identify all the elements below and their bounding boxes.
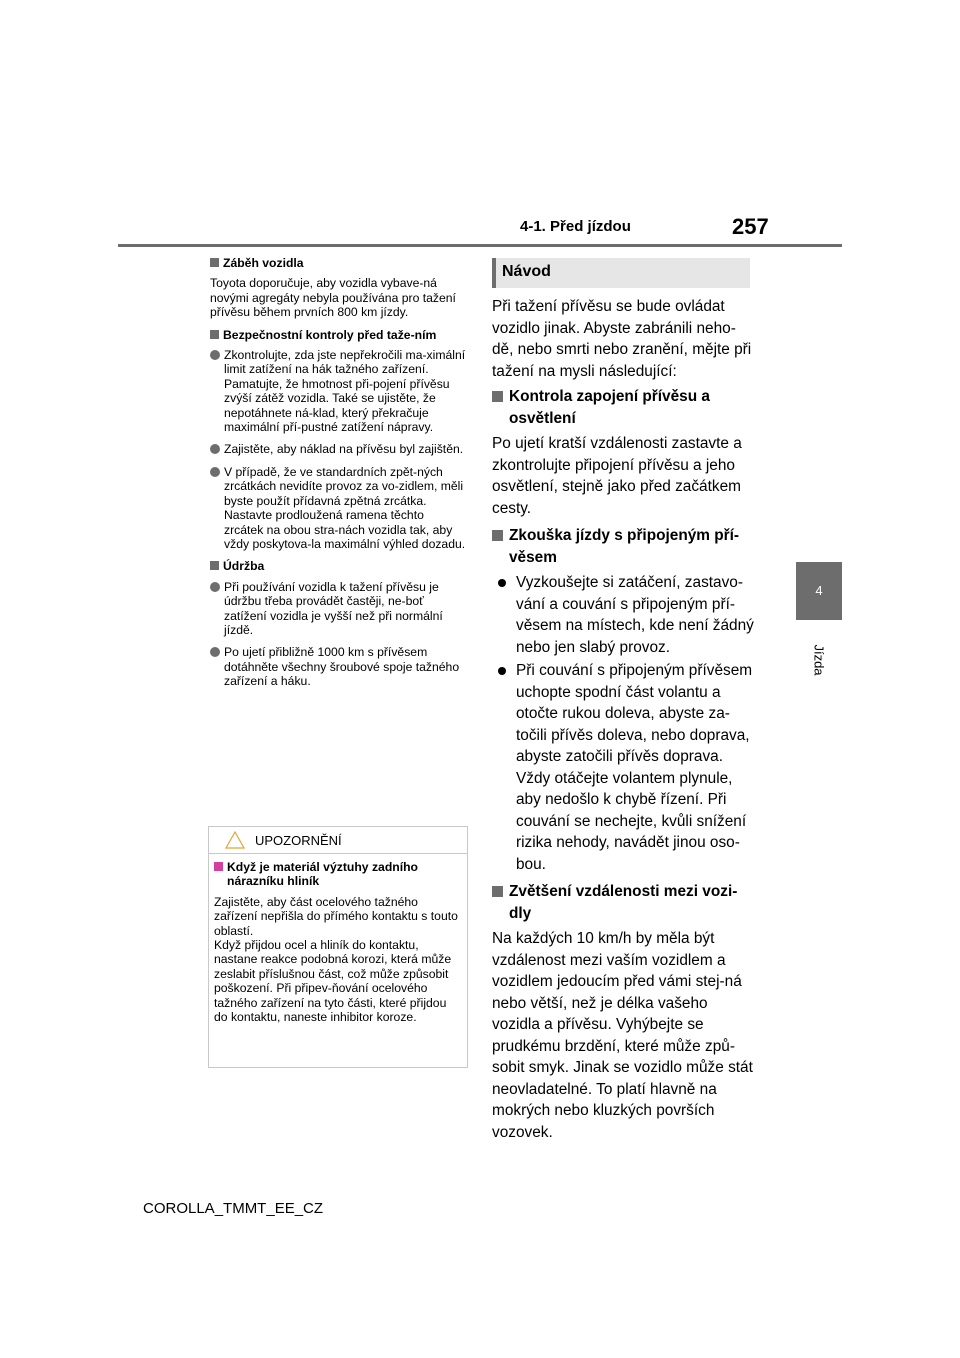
bullet-item: Při couvání s připojeným přívěsem uchopte spodní část volantu a otočte rukou doleva, abyste za-točili přívěs doleva, nebo doprava, abyste zatočili přívěs doprava. Vždy otáčejte volantem plynule, aby nedošlo k chybě řízení. Při couvání se nechejte, kvůli snížení rizika nehody, navádět jinou oso-bou. [492, 660, 754, 875]
warning-paragraph: Zajistěte, aby část ocelového tažného zařízení nepřišla do přímého kontaktu s touto oblastí. [214, 894, 458, 938]
bullet-item: Zajistěte, aby náklad na přívěsu byl zajištěn. [210, 442, 466, 456]
bullet-item: Vyzkoušejte si zatáčení, zastavo-vání a couvání s připojeným pří-věsem na místech, kde není žádný nebo jen slabý provoz. [492, 572, 754, 658]
circle-bullet-icon [210, 582, 220, 592]
header-divider [118, 244, 842, 247]
warning-title: UPOZORNĚNÍ [255, 832, 342, 848]
page-number: 257 [732, 214, 769, 239]
subheading-safety-checks: Bezpečnostní kontroly před taže-ním [210, 328, 466, 342]
chapter-tab: 4 [796, 562, 842, 620]
warning-triangle-icon [225, 831, 245, 849]
bullet-item: Zkontrolujte, zda jste nepřekročili ma-ximální limit zatížení na hák tažného zařízení. Pamatujte, že hmotnost při-pojení přívěsu zvýší zátěž vozidla. Také se ujistěte, že nepotáhnete ná-klad, který překračuje maximální pří-pustné zatížení nápravy. [210, 348, 466, 434]
warning-paragraph: Když přijdou ocel a hliník do kontaktu, nastane reakce podobná korozi, která může zeslabit příslušnou část, což může způsobit poškození. Při připev-ňování ocelového tažného zařízení na tyto části, které přijdou do kontaktu, naneste inhibitor koroze. [214, 938, 452, 1025]
square-bullet-icon [210, 258, 219, 267]
intro-paragraph: Při tažení přívěsu se bude ovládat vozidlo jinak. Abyste zabránili neho-dě, nebo smrti nebo zranění, mějte při tažení na mysli následující: [492, 298, 752, 380]
paragraph-distance: Na každých 10 km/h by měla být vzdálenost mezi vaším vozidlem a vozidlem jedoucím před vámi stej-ná nebo větší, než je délka vašeho vozidla a přívěsu. Vyhýbejte se prudkému brzdění, které může způ-sobit smyk. Jinak se vozidlo může stát neovladatelné. To platí hlavně na mokrých nebo kluzkých površích vozovek. [492, 930, 753, 1141]
bullet-item: V případě, že ve standardních zpět-ných zrcátkách nevidíte provoz za vo-zidlem, měli byste použít přídavná zpětná zrcátka. Nastavte prodloužená ramena těchto zrcátek na obou stra-nách vozidla tak, aby vždy poskytova-la maximální výhled dozadu. [210, 465, 466, 551]
square-bullet-icon [214, 862, 223, 871]
chapter-label-text: Jízda [811, 644, 827, 676]
subheading-break-in: Záběh vozidla [210, 256, 466, 270]
circle-bullet-icon [210, 647, 220, 657]
document-code: COROLLA_TMMT_EE_CZ [143, 1200, 324, 1217]
right-column [492, 296, 754, 1149]
subheading-distance: Zvětšení vzdálenosti mezi vozi-dly [492, 881, 754, 924]
circle-bullet-icon [498, 667, 506, 675]
subheading-connection-check: Kontrola zapojení přívěsu a osvětlení [492, 386, 754, 429]
square-bullet-icon [492, 886, 503, 897]
square-bullet-icon [492, 530, 503, 541]
square-bullet-icon [492, 391, 503, 402]
subheading-maintenance: Údržba [210, 559, 466, 573]
warning-body [209, 854, 467, 1024]
paragraph-connection-check: Po ujetí kratší vzdálenosti zastavte a zkontrolujte připojení přívěsu a jeho osvětlení, stejně jako před začátkem cesty. [492, 435, 742, 517]
circle-bullet-icon [498, 579, 506, 587]
bullet-item: Při používání vozidla k tažení přívěsu je údržbu třeba provádět častěji, ne-boť zatížení vozidla je vyšší než při normální jízdě. [210, 580, 466, 638]
subheading-test-drive: Zkouška jízdy s připojeným pří-věsem [492, 525, 754, 568]
warning-box [208, 826, 468, 1068]
paragraph-break-in: Toyota doporučuje, aby vozidla vybave-ná novými agregáty nebyla používána pro tažení přívěsu během prvních 800 km jízdy. [210, 276, 456, 320]
circle-bullet-icon [210, 467, 220, 477]
chapter-label [796, 630, 842, 690]
square-bullet-icon [210, 330, 219, 339]
bullet-item: Po ujetí přibližně 1000 km s přívěsem dotáhněte všechny šroubové spoje tažného zařízení a háku. [210, 645, 466, 688]
left-column [210, 254, 466, 697]
section-title-bar: Návod [492, 258, 750, 288]
section-title: 4-1. Před jízdou [520, 218, 631, 235]
square-bullet-icon [210, 561, 219, 570]
warning-header [209, 827, 467, 854]
circle-bullet-icon [210, 444, 220, 454]
warning-subheading: Když je materiál výztuhy zadního nárazníku hliník [214, 860, 461, 889]
circle-bullet-icon [210, 350, 220, 360]
